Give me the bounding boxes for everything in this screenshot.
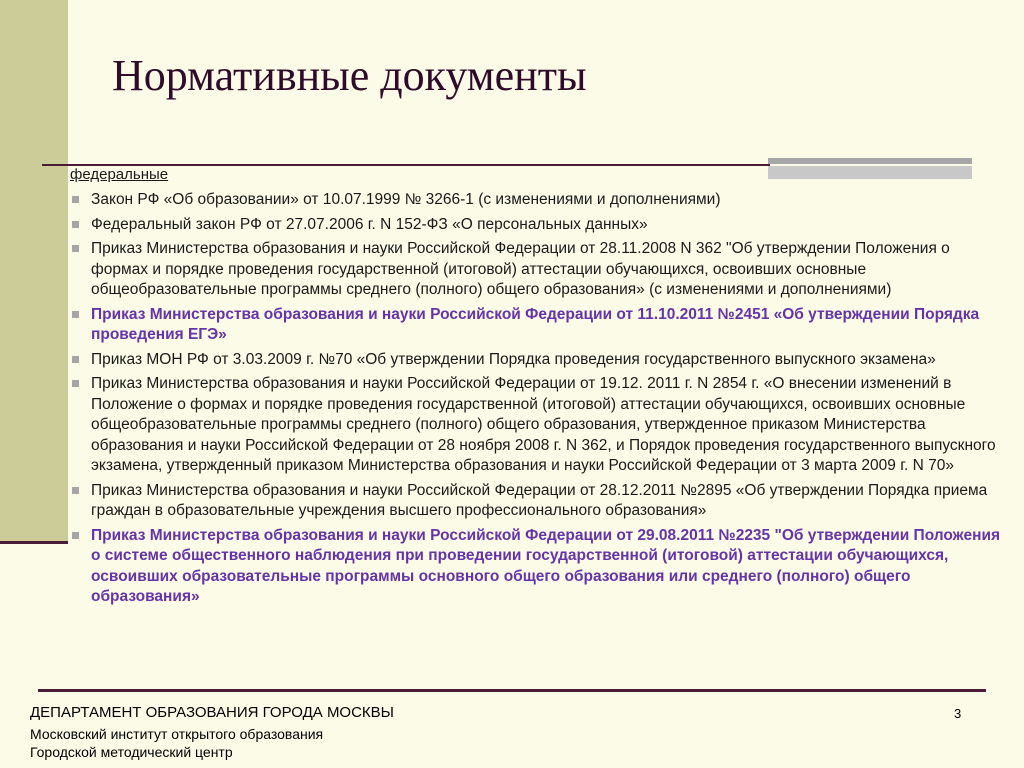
left-bar-underline [0, 541, 68, 544]
document-item-text: Приказ Министерства образования и науки Российской Федерации от 28.11.2008 N 362 "Об утверждении Положения о формах и порядке проведения государственной (итоговой) аттестации обучающихся, освоивших основные общеобразовательные программы среднего (полного) общего образования» (с изменениями и дополнениями) [91, 240, 950, 298]
decorative-gray-bar-top [768, 158, 972, 164]
document-item [70, 305, 1008, 346]
document-item-text: Федеральный закон РФ от 27.07.2006 г. N 152-ФЗ «О персональных данных» [91, 215, 648, 233]
bullet-icon [72, 532, 79, 539]
section-label-federal: федеральные [70, 166, 169, 183]
document-item [70, 374, 1008, 477]
footer-center: Городской методический центр [30, 744, 233, 760]
bullet-icon [72, 311, 79, 318]
document-item [70, 215, 1008, 236]
document-item-text: Приказ Министерства образования и науки Российской Федерации от 11.10.2011 №2451 «Об утверждении Порядка проведения ЕГЭ» [91, 305, 980, 343]
document-item-text: Закон РФ «Об образовании» от 10.07.1999 № 3266-1 (с изменениями и дополнениями) [91, 191, 721, 208]
page-number: 3 [954, 706, 962, 721]
slide-title: Нормативные документы [112, 51, 587, 100]
bullet-icon [72, 356, 79, 363]
bullet-icon [72, 196, 79, 203]
document-item-text: Приказ Министерства образования и науки Российской Федерации от 19.12. 2011 г. N 2854 г. «О внесении изменений в Положение о формах и порядке проведения государственной (итоговой) аттестации обучающихся, освоивших основные общеобразовательные программы среднего (полного) общего образования, утвержденное приказом Министерства образования и науки Российской Федерации от 28 ноября 2008 г. N 362, и Порядок проведения государственного выпускного экзамена, утвержденный приказом Министерства образования и науки Российской Федерации от 3 марта 2009 г. N 70» [91, 375, 996, 474]
document-item [70, 350, 1008, 371]
bullet-icon [72, 245, 79, 252]
document-item [70, 481, 1008, 522]
document-item-text: Приказ Министерства образования и науки Российской Федерации от 29.08.2011 №2235 "Об утверждении Положения о системе общественного наблюдения при проведении государственной (итоговой) аттестации обучающихся, освоивших образовательные программы основного общего образования или среднего (полного) общего образования» [91, 526, 1001, 605]
footer-department: ДЕПАРТАМЕНТ ОБРАЗОВАНИЯ ГОРОДА МОСКВЫ [30, 704, 394, 721]
document-list [70, 190, 1008, 608]
bullet-icon [72, 380, 79, 387]
slide-content [70, 166, 1008, 612]
bullet-icon [72, 221, 79, 228]
footer-institute: Московский институт открытого образования [30, 726, 324, 742]
footer-divider [38, 689, 986, 692]
document-item [70, 526, 1008, 608]
document-item-text: Приказ Министерства образования и науки Российской Федерации от 28.12.2011 №2895 «Об утверждении Порядка приема граждан в образовательные учреждения высшего профессионального образования» [91, 481, 988, 519]
document-item-text: Приказ МОН РФ от 3.03.2009 г. №70 «Об утверждении Порядка проведения государственного выпускного экзамена» [91, 350, 936, 368]
bullet-icon [72, 487, 79, 494]
left-decorative-bar [0, 0, 68, 544]
document-item [70, 190, 1008, 211]
document-item [70, 239, 1008, 301]
